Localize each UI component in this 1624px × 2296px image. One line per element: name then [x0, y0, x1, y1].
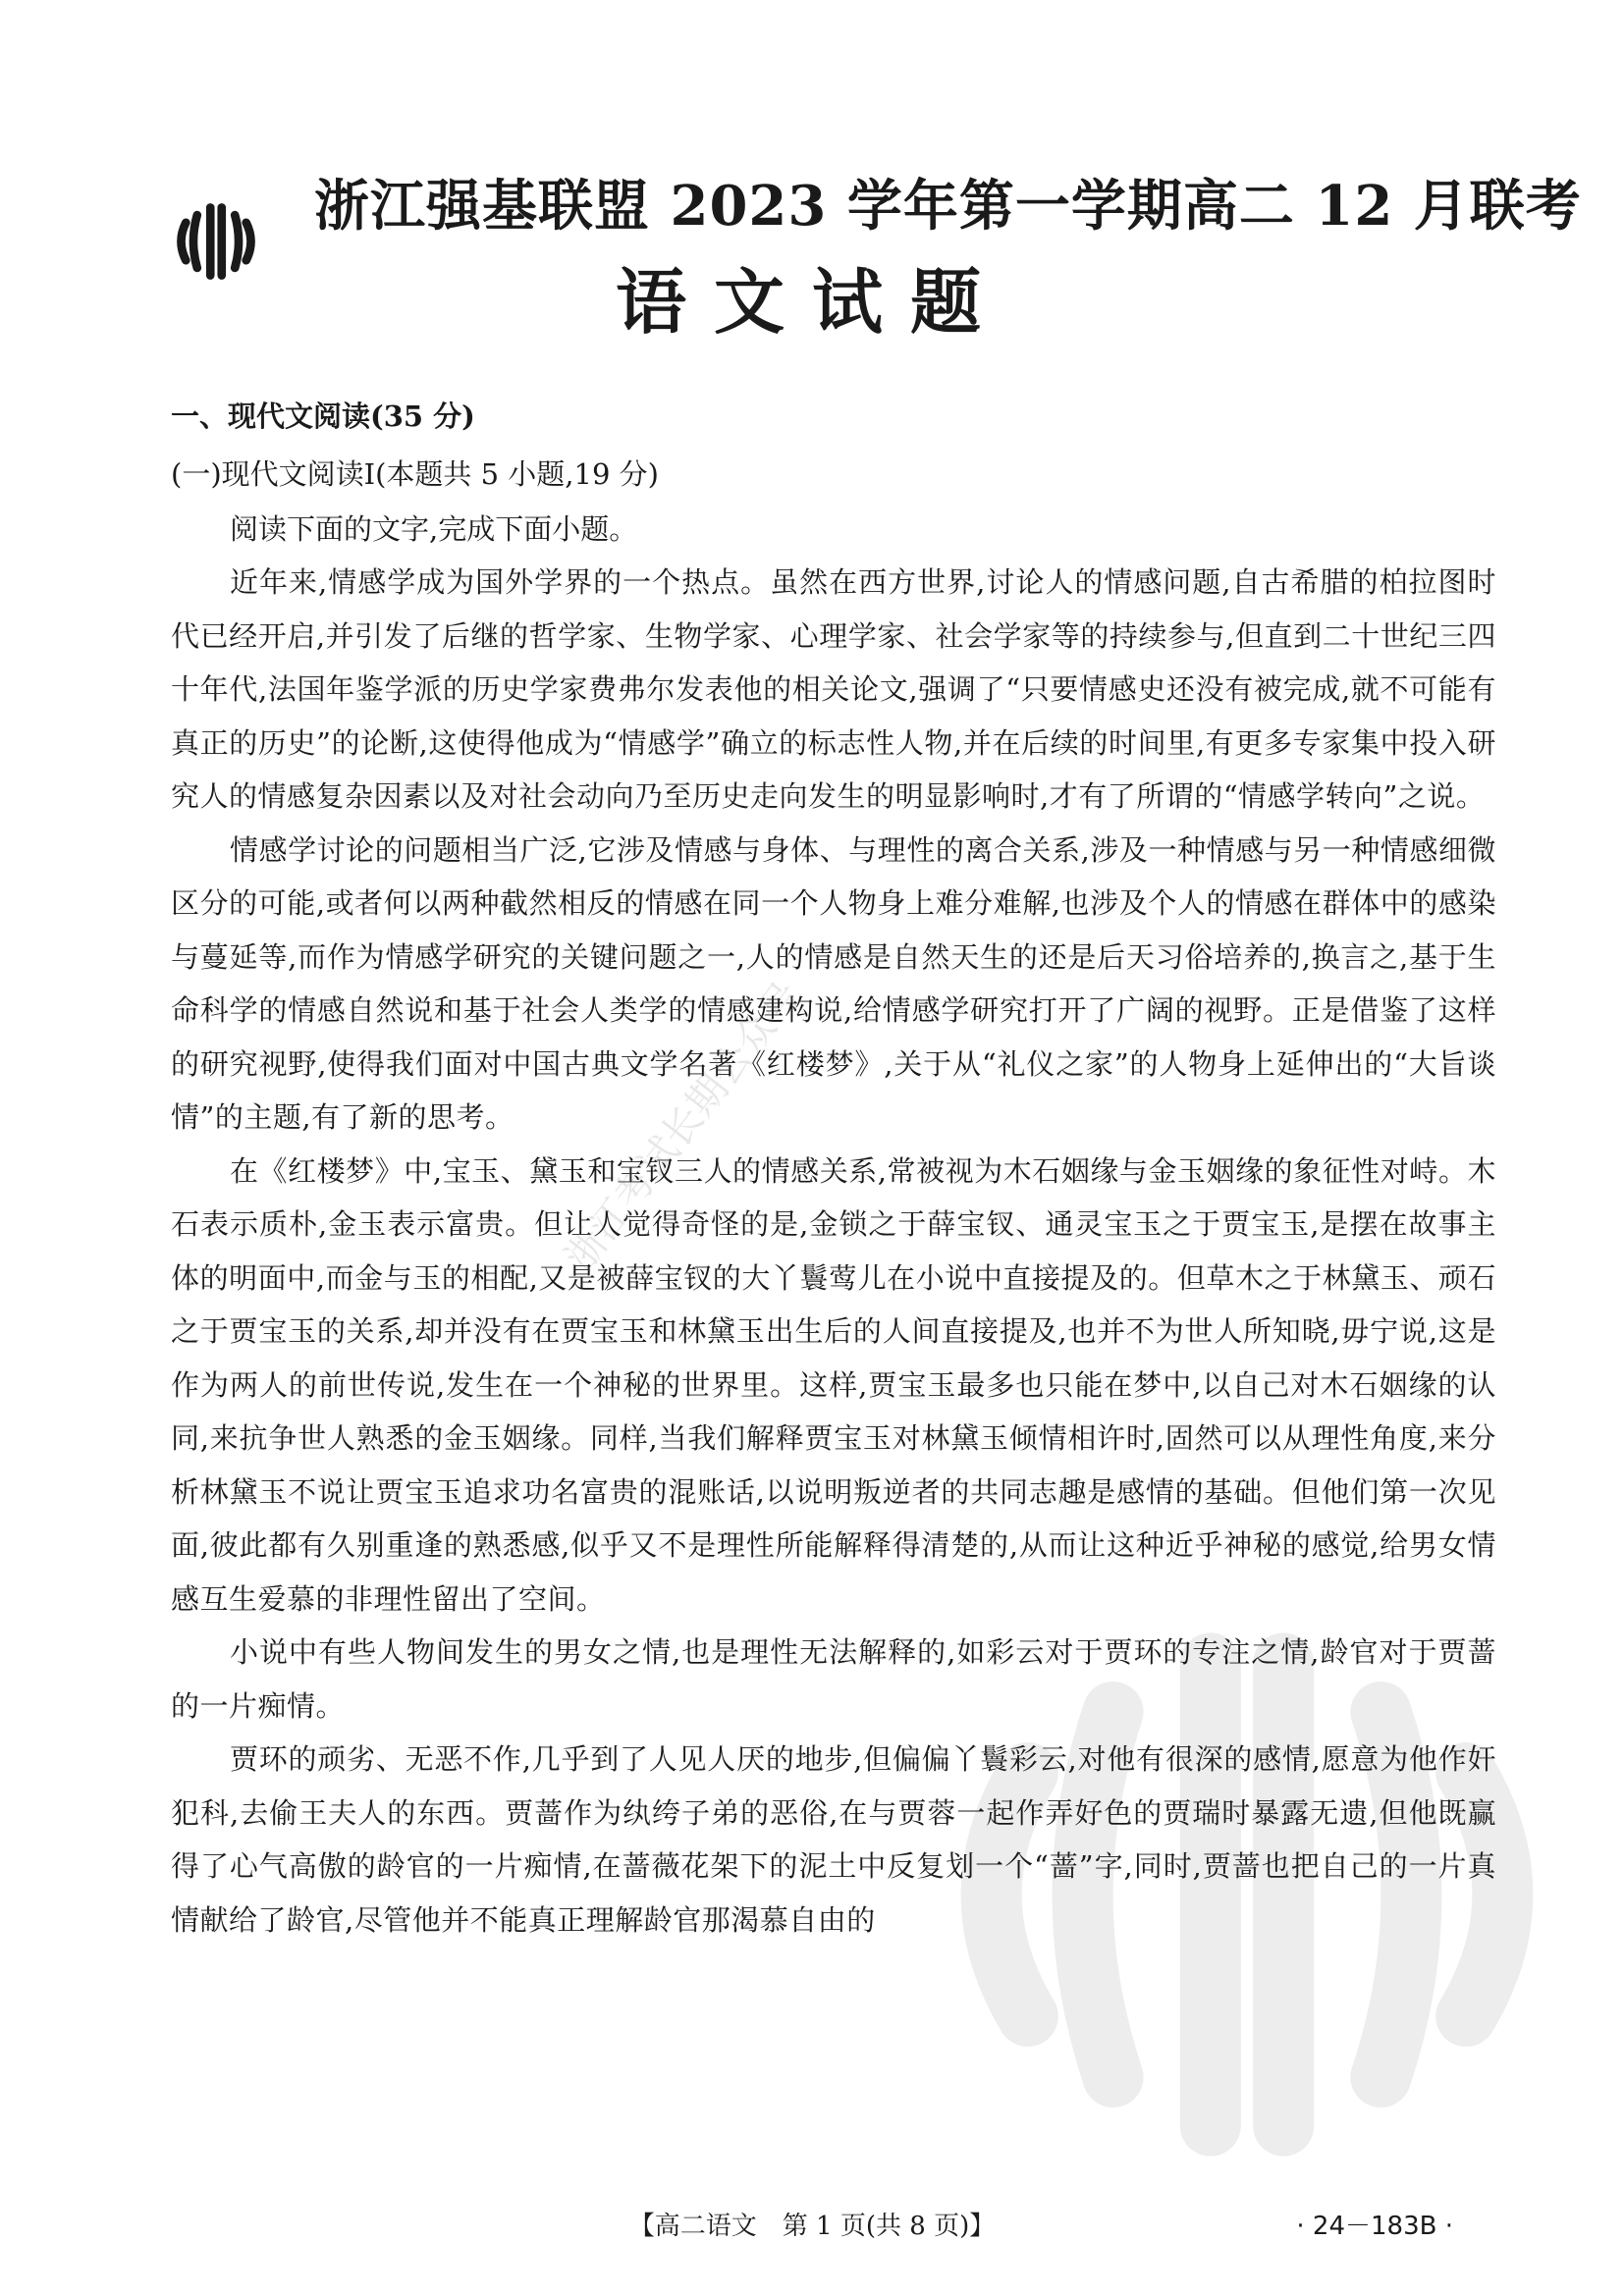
sub-section-heading: (一)现代文阅读Ⅰ(本题共 5 小题,19 分)	[171, 457, 659, 491]
article-content	[171, 393, 1496, 1947]
paragraph-4: 小说中有些人物间发生的男女之情,也是理性无法解释的,如彩云对于贾环的专注之情,龄官对于贾蔷的一片痴情。	[171, 1635, 1496, 1723]
reading-instruction: 阅读下面的文字,完成下面小题。	[230, 512, 638, 546]
paragraph-5: 贾环的顽劣、无恶不作,几乎到了人见人厌的地步,但偏偏丫鬟彩云,对他有很深的感情,愿意为他作奸犯科,去偷王夫人的东西。贾蔷作为纨绔子弟的恶俗,在与贾蓉一起作弄好色的贾瑞时暴露无遗,但他既赢得了心气高傲的龄官的一片痴情,在蔷薇花架下的泥土中反复划一个“蔷”字,同时,贾蔷也把自己的一片真情献给了龄官,尽管他并不能真正理解龄官那渴慕自由的	[171, 1742, 1496, 1937]
page-number: 【高二语文 第 1 页(共 8 页)】	[628, 2212, 996, 2241]
section-heading: 一、现代文阅读(35 分)	[171, 400, 475, 433]
paragraph-1: 近年来,情感学成为国外学界的一个热点。虽然在西方世界,讨论人的情感问题,自古希腊的柏拉图时代已经开启,并引发了后继的哲学家、生物学家、心理学家、社会学家等的持续参与,但直到二十世纪三四十年代,法国年鉴学派的历史学家费弗尔发表他的相关论文,强调了“只要情感史还没有被完成,就不可能有真正的历史”的论断,这使得他成为“情感学”确立的标志性人物,并在后续的时间里,有更多专家集中投入研究人的情感复杂因素以及对社会动向乃至历史走向发生的明显影响时,才有了所谓的“情感学转向”之说。	[171, 565, 1496, 813]
exam-title: 浙江强基联盟 2023 学年第一学期高二 12 月联考	[314, 174, 1582, 239]
exam-subject: 语文试题	[615, 260, 1008, 344]
exam-code: · 24－183B ·	[1296, 2212, 1453, 2241]
paragraph-3: 在《红楼梦》中,宝玉、黛玉和宝钗三人的情感关系,常被视为木石姻缘与金玉姻缘的象征性对峙。木石表示质朴,金玉表示富贵。但让人觉得奇怪的是,金锁之于薛宝钗、通灵宝玉之于贾宝玉,是摆在故事主体的明面中,而金与玉的相配,又是被薛宝钗的大丫鬟莺儿在小说中直接提及的。但草木之于林黛玉、顽石之于贾宝玉的关系,却并没有在贾宝玉和林黛玉出生后的人间直接提及,也并不为世人所知晓,毋宁说,这是作为两人的前世传说,发生在一个神秘的世界里。这样,贾宝玉最多也只能在梦中,以自己对木石姻缘的认同,来抗争世人熟悉的金玉姻缘。同样,当我们解释贾宝玉对林黛玉倾情相许时,固然可以从理性角度,来分析林黛玉不说让贾宝玉追求功名富贵的混账话,以说明叛逆者的共同志趣是感情的基础。但他们第一次见面,彼此都有久别重逢的熟悉感,似乎又不是理性所能解释得清楚的,从而让这种近乎神秘的感觉,给男女情感互生爱慕的非理性留出了空间。	[171, 1153, 1497, 1616]
paragraph-2: 情感学讨论的问题相当广泛,它涉及情感与身体、与理性的离合关系,涉及一种情感与另一种情感细微区分的可能,或者何以两种截然相反的情感在同一个人物身上难分难解,也涉及个人的情感在群体中的感染与蔓延等,而作为情感学研究的关键问题之一,人的情感是自然天生的还是后天习俗培养的,换言之,基于生命科学的情感自然说和基于社会人类学的情感建构说,给情感学研究打开了广阔的视野。正是借鉴了这样的研究视野,使得我们面对中国古典文学名著《红楼梦》,关于从“礼仪之家”的人物身上延伸出的“大旨谈情”的主题,有了新的思考。	[171, 832, 1497, 1134]
page-footer	[0, 2207, 1624, 2246]
text-watermark: 浙江考试长期公众号	[557, 973, 810, 1280]
